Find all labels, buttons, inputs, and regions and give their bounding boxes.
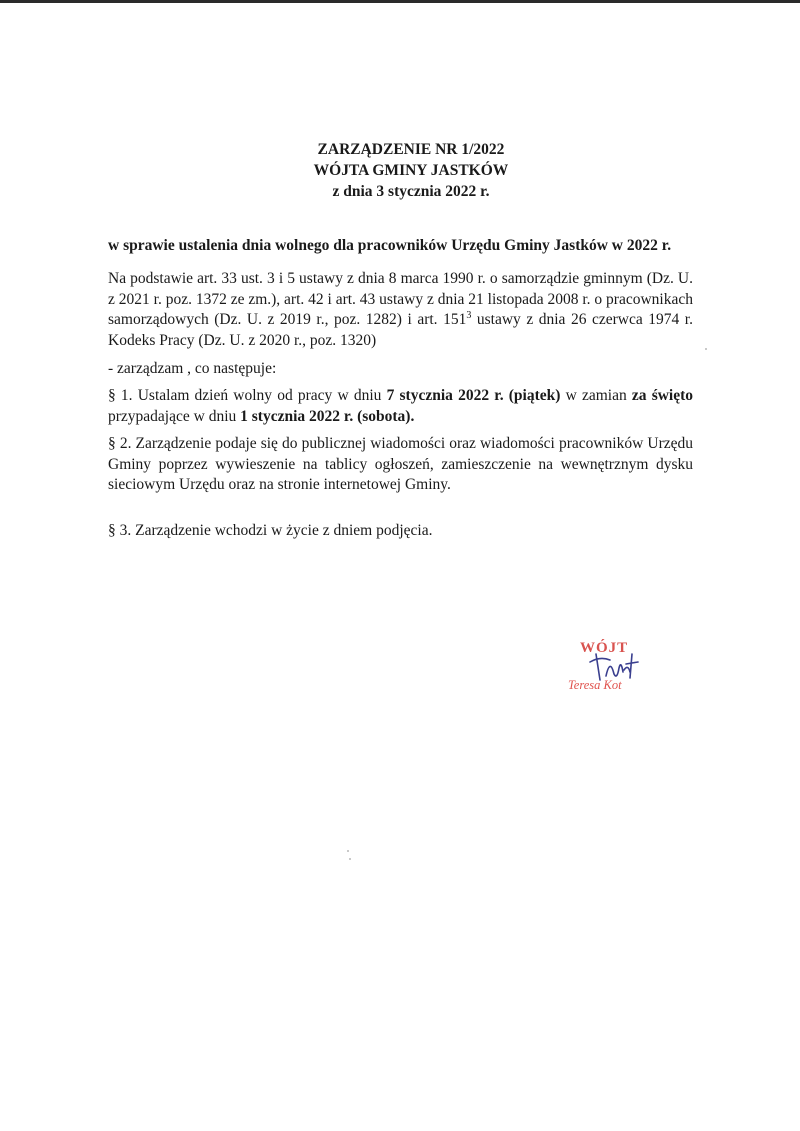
- title-line-date: z dnia 3 stycznia 2022 r.: [332, 183, 490, 200]
- section-1-free-day: 7 stycznia 2022 r. (piątek): [386, 387, 561, 404]
- stamp-name: Teresa Kot: [568, 678, 622, 692]
- section-1-paragraph: [108, 386, 693, 427]
- legal-basis-superscript: 3: [466, 309, 472, 321]
- scan-speck: [349, 858, 351, 860]
- section-1-holiday-label: za święto: [631, 387, 694, 404]
- scan-speck: [705, 348, 707, 350]
- intro-line: - zarządzam , co następuje:: [108, 360, 277, 377]
- scan-speck: [347, 850, 349, 852]
- section-1-holiday-date: 1 stycznia 2022 r. (sobota).: [240, 407, 415, 425]
- legal-basis-paragraph: [108, 269, 693, 351]
- section-1-text-3: przypadające w dniu: [108, 407, 241, 425]
- legal-basis-text: Na podstawie art. 33 ust. 3 i 5 ustawy z dnia 8 marca 1990 r. o samorządzie gminnym (Dz. U. z 2021 r. poz. 1372 ze zm.), art. 42 i art. 43 ustawy z dnia 21 listopada 2008 r. o pracownikach samorządowych (Dz. U. z 2019 r., poz. 1282) i art. 151: [108, 270, 693, 328]
- document-subject: w sprawie ustalenia dnia wolnego dla pracowników Urzędu Gminy Jastków w 2022 r.: [108, 237, 672, 254]
- title-line-order-number: ZARZĄDZENIE NR 1/2022: [317, 141, 505, 158]
- section-1-text: § 1. Ustalam dzień wolny od pracy w dniu: [108, 387, 387, 404]
- stamp-office-title: WÓJT: [580, 640, 629, 656]
- legal-basis-text-cont: ustawy z dnia 26 czerwca 1974 r. Kodeks Pracy (Dz. U. z 2020 r., poz. 1320): [108, 311, 693, 349]
- section-3-paragraph: § 3. Zarządzenie wchodzi w życie z dniem podjęcia.: [108, 522, 433, 539]
- section-2-paragraph: § 2. Zarządzenie podaje się do publicznej wiadomości oraz wiadomości pracowników Urzędu Gminy poprzez wywieszenie na tablicy ogłoszeń, zamieszczenie na wewnętrznym dysku sieciowym Urzędu oraz na stronie internetowej Gminy.: [108, 435, 693, 493]
- title-line-issuer: WÓJTA GMINY JASTKÓW: [313, 162, 509, 179]
- scan-top-edge: [0, 0, 800, 3]
- section-1-text-2: w zamian: [560, 387, 632, 404]
- document-title: [0, 139, 800, 202]
- signature-stamp: [560, 640, 660, 700]
